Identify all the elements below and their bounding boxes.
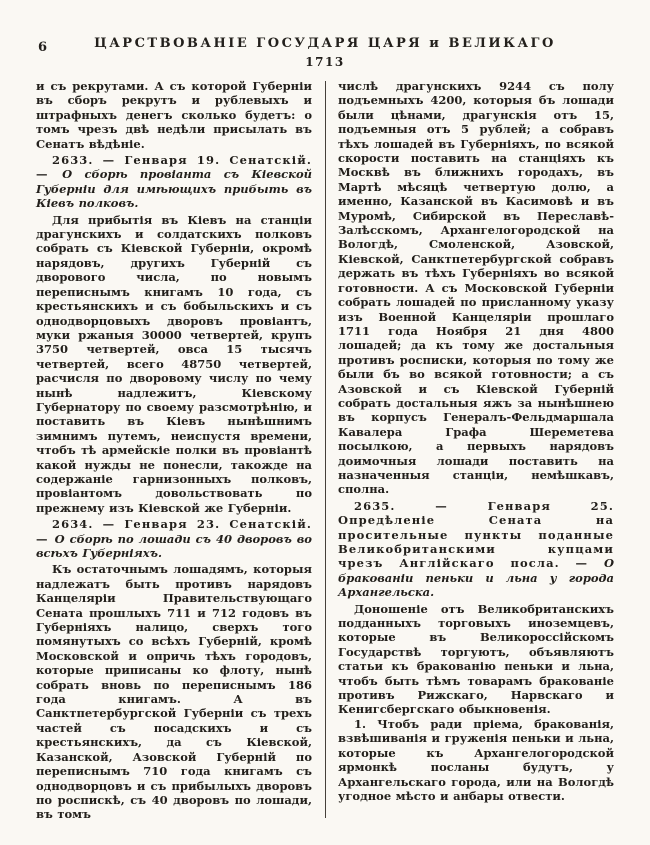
decree-heading (36, 153, 312, 211)
text-segment: О сборѣ провіанта съ Кіевской Губерніи для имѣющихъ прибыть въ Кіевъ полковъ. (36, 167, 312, 211)
paragraph (338, 717, 614, 803)
text-segment: 2634. — Генваря 23. Сенатскій. — (36, 517, 312, 546)
text-segment: Для прибытія въ Кіевъ на станціи драгунскихъ и солдатскихъ полковъ собрать съ Кіевской Губерніи, окромѣ нарядовъ, другихъ Губерній съ дворового числа, по новымъ переписнымъ книгамъ 10 года, съ крестьянскихъ и съ бобыльскихъ и съ однодворцовыхъ дворовъ провіантъ, муки ржаныя 30000 четвертей, крупъ 3750 четвертей, овса 15 тысячъ четвертей, всего 48750 четвертей, расчисля по дворовому числу по чему нынѣ надлежитъ, Кіевскому Губернатору по своему разсмотрѣнію, и поставить въ Кіевъ нынѣшнимъ зимнимъ путемъ, неиспустя времени, чтобъ тѣ армейскіе полки въ провіантѣ какой нужды не понесли, такожде на содержаніе гарнизонныхъ полковъ, провіантомъ довольствовать по прежнему изъ Кіевской же Губерніи. (36, 212, 312, 515)
paragraph (36, 79, 312, 151)
text-segment: и съ рекрутами. А съ которой Губерніи въ сборъ рекрутъ и рублевыхъ и штрафныхъ денегъ сколько будетъ: о томъ чрезъ двѣ недѣли присылать въ Сенатъ вѣдѣніе. (36, 79, 312, 151)
year-label: 1713 (305, 55, 345, 69)
paragraph (36, 213, 312, 516)
page-number: 6 (38, 40, 48, 55)
running-head: ЦАРСТВОВАНІЕ ГОСУДАРЯ ЦАРЯ и ВЕЛИКАГО (94, 36, 556, 51)
column-divider (325, 81, 326, 818)
text-segment: О бракованіи пеньки и льна у города Архангельска. (338, 556, 614, 600)
text-columns (36, 79, 614, 822)
text-segment: Къ остаточнымъ лошадямъ, которыя надлежатъ быть противъ нарядовъ Канцеляріи Правительствующаго Сената прошлыхъ 711 и 712 годовъ въ Губерніяхъ налицо, сверхъ того помянутыхъ со всѣхъ Губерній, кромѣ Московской и опричь тѣхъ городовъ, которые приписаны ко флоту, нынѣ собрать вновь по переписнымъ 186 года книгамъ. А въ Санктпетербургской Губерніи съ трехъ частей съ посадскихъ и съ крестьянскихъ, да съ Кіевской, Казанской, Азовской Губерній по переписнымъ 710 года книгамъ съ однодворцовъ и съ прибылыхъ дворовъ по роспискѣ, съ 40 дворовъ по лошади, въ томъ (36, 562, 312, 822)
text-segment: О сборѣ по лошади съ 40 дворовъ во всѣхъ Губерніяхъ. (36, 531, 312, 560)
decree-heading (338, 499, 614, 600)
text-segment: 2633. — Генваря 19. Сенатскій. — (36, 153, 312, 182)
decree-heading (36, 517, 312, 560)
paragraph (36, 562, 312, 821)
paragraph (338, 79, 614, 497)
page-header (0, 0, 650, 69)
text-segment: 2635. — Генваря 25. Опредѣленіе Сената на просительные пункты поданные Великобританскими купцами чрезъ Англійскаго посла. — (338, 498, 614, 571)
text-segment: числѣ драгунскихъ 9244 съ полу подъемныхъ 4200, которыя бъ лошади были цѣнами, драгунскія отъ 15, подъемныя отъ 5 рублей; а собравъ тѣхъ лошадей въ Губерніяхъ, по всякой скорости поставить на станціяхъ къ Москвѣ въ ближнихъ городахъ, въ Мартѣ мѣсяцѣ четвертую долю, а именно, Казанской въ Касимовѣ и въ Муромѣ, Сибирской въ Переславѣ-Залѣсскомъ, Архангелогородской на Вологдѣ, Смоленской, Азовской, Кіевской, Санктпетербургской собравъ держать въ тѣхъ Губерніяхъ во всякой готовности. А съ Московской Губерніи собрать лошадей по присланному указу изъ Военной Канцеляріи прошлаго 1711 года Ноября 21 дня 4800 лошадей; да къ тому же достальныя противъ росписки, которыя по тому же были бъ во всякой готовности; а съ Азовской и съ Кіевской Губерній собрать достальныя яжъ за нынѣшнею въ корпусъ Генералъ-Фельдмаршала Кавалера Графа Шереметева посылкою, а первыхъ нарядовъ доимочныя лошади поставить на назначенныя станціи, немѣшкавъ, сполна. (338, 79, 614, 497)
paragraph (338, 602, 614, 717)
text-segment: Доношеніе отъ Великобританскихъ подданныхъ торговыхъ иноземцевъ, которые въ Великороссійскомъ Государствѣ торгуютъ, объявляютъ статьи къ бракованію пеньки и льна, чтобъ быть тѣмъ товарамъ бракованіе противъ Рижскаго, Нарвскаго и Кенигсбергскаго обыкновенія. (338, 601, 614, 717)
text-segment: 1. Чтобъ ради пріема, бракованія, взвѣшиванія и груженія пеньки и льна, которые къ Архангелогородской ярмонкѣ посланы будутъ, у Архангельскаго города, или на Вологдѣ угодное мѣсто и анбары отвести. (338, 716, 614, 803)
right-column (325, 79, 614, 803)
left-column (36, 79, 325, 822)
